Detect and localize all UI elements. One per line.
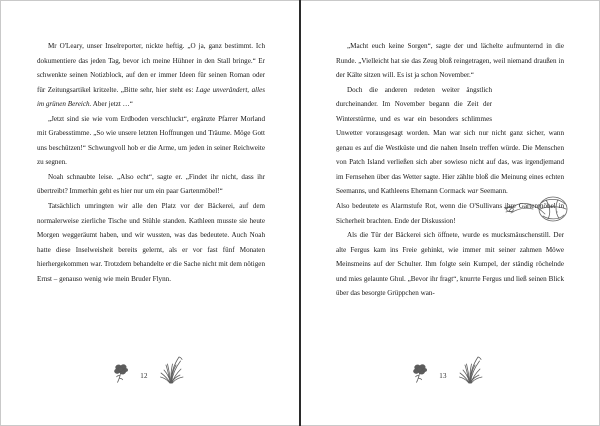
italic-quote: Lage unverändert, alles im grünen Bereich.	[37, 85, 265, 109]
italic-word: war	[467, 187, 479, 196]
sketch-wrap-spacer	[492, 83, 564, 123]
paragraph	[37, 39, 265, 112]
paragraph-tail: Seemann.	[478, 187, 508, 196]
paragraph: „Jetzt sind sie wie vom Erdboden verschluckt“, ergänzte Pfarrer Morland mit Grabesstimme. „So wie unsere letzten Hoffnungen und Träume. Möge Gott uns beschützen!“ Schwungvoll hob er die Arme, um jeden in seiner Reichweite zu segnen.	[37, 114, 265, 167]
left-page-text-block	[37, 39, 265, 286]
paragraph: Also bedeutete es Alarmstufe Rot, wenn die O'Sullivans ihre Gartenmöbel in Sicherheit brachten. Ende der Diskussion!	[336, 202, 564, 225]
paragraph-tail: Aber jetzt …“	[91, 100, 133, 109]
grass-tuft-ornament-icon	[157, 356, 191, 389]
paragraph	[336, 83, 564, 199]
page-number: 13	[439, 372, 447, 380]
right-page-folio	[300, 359, 600, 389]
right-page-text-block	[336, 39, 564, 301]
book-gutter	[299, 0, 301, 426]
paragraph-text: Mr O'Leary, unser Inselreporter, nickte heftig. „O ja, ganz bestimmt. Ich dokumentiere das jeden Tag, bevor ich meine Hühner in den Stall bringe.“ Er schwenkte seinen Notizblock, auf den er immer Ideen für seinen Roman oder für Zeitungsartikel kritzelte. „Bitte sehr, hier steht es:	[37, 42, 265, 94]
grass-tuft-ornament-icon	[456, 356, 490, 389]
paragraph: „Macht euch keine Sorgen“, sagte der und lächelte aufmunternd in die Runde. „Vielleicht hat sie das Zeug bloß reingetragen, weil niemand draußen in der Kälte sitzen will. Es ist ja schon November.“	[336, 42, 564, 80]
page-number: 12	[140, 372, 148, 380]
paragraph: Tatsächlich umringten wir alle den Platz vor der Bäckerei, auf dem normalerweise zierliche Tische und Stühle standen. Kathleen musste sie heute Morgen weggeräumt haben, und wir wussten, was das bedeutete. Auch Noah hatte diese Inselweisheit bereits gelernt, als er vor fast fünf Monaten hierhergekommen war. Trotzdem behandelte er die Sache nicht mit dem nötigen Ernst – genauso wenig wie mein Bruder Flynn.	[37, 202, 265, 283]
paragraph: Als die Tür der Bäckerei sich öffnete, wurde es mucksmäuschenstill. Der alte Fergus kam ins Freie gehinkt, wie immer mit seiner zahmen Möwe Meinsmeins auf der Schulter. Ihm folgte sein Kumpel, der ständig röchelnde und mies gelaunte Ghul. „Bevor ihr fragt“, knurrte Fergus und ließ seinen Blick über das besorgte Grüppchen wan-	[336, 231, 564, 298]
paragraph-text: Doch die anderen redeten weiter ängstlich durcheinander. Im November begann die Zeit der Winterstürme, und es war ein besonders schlimmes Unwetter vorausgesagt worden. Man war sich nur nicht ganz sicher, wann genau es auf die Westküste und die nahen Inseln treffen würde. Die Menschen von Patch Island verließen sich aber sowieso nicht auf das, was irgendjemand im Fernsehen über das Wetter sagte. Hier zählte bloß die Meinung eines echten Seemanns, und Kathleens Ehemann Cormack	[336, 85, 564, 196]
left-page-folio	[1, 359, 300, 389]
paragraph: Noah schnaubte leise. „Also echt“, sagte er. „Findet ihr nicht, dass ihr übertreibt? Immerhin geht es hier nur um ein paar Gartenmöbel!“	[37, 172, 265, 196]
seagull-sketch-ornament-icon	[503, 187, 573, 229]
clover-flower-ornament-icon	[111, 362, 131, 389]
right-page	[300, 0, 600, 426]
clover-flower-ornament-icon	[410, 362, 430, 389]
